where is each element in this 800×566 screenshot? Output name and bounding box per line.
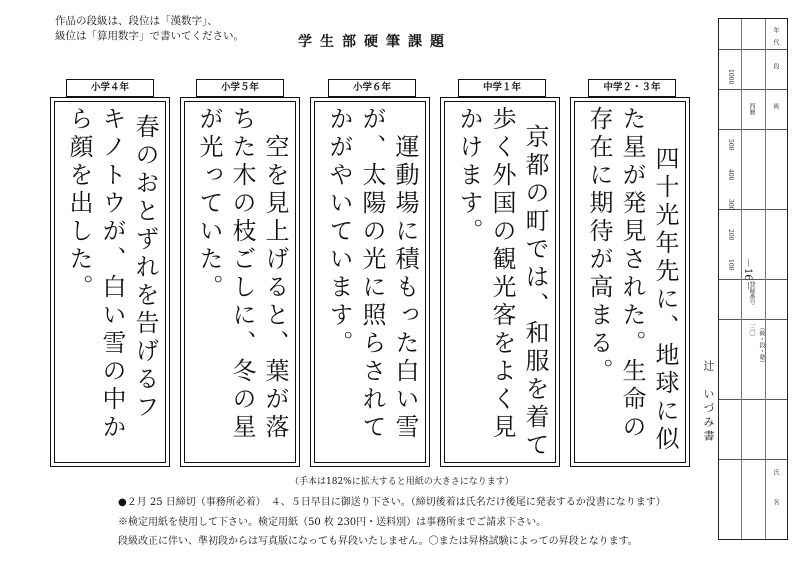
text-line: 四十光年先に、地球に似 — [651, 146, 679, 454]
form-label: 段 — [772, 63, 779, 69]
stamp-note — [562, 22, 704, 62]
page-number: －16－ — [742, 258, 753, 291]
text-line: 存在に期待が高まる。 — [585, 106, 613, 386]
entry-form-strip — [718, 18, 788, 540]
instruction-line-2: 級位は「算用数字」で書いてください。 — [55, 30, 244, 42]
form-label: 登録番号 — [748, 281, 755, 305]
instruction-note — [55, 14, 244, 44]
panel-sho6 — [310, 97, 430, 467]
form-label: （級・段・塾） — [758, 324, 765, 366]
panel-chu1 — [440, 97, 560, 467]
text-line: 春のおとずれを告げるフ — [131, 114, 159, 422]
text-line: 歩く外国の観光客をよく見 — [488, 106, 516, 442]
text-line: た星が発見された。生命の — [618, 106, 646, 442]
text-line: かけます。 — [455, 106, 483, 246]
text-line: が、太陽の光に照らされて — [358, 106, 386, 442]
text-line: キノトウが、白い雪の中か — [98, 106, 126, 442]
text-line: 空を見上げると、葉が落 — [261, 134, 289, 442]
panel-sho5 — [180, 97, 300, 467]
form-label: 氏 — [772, 469, 779, 475]
author-signature: 辻 いづみ書 — [702, 360, 715, 444]
form-label: 西暦 — [748, 103, 755, 115]
text-line: 京都の町では、和服を着て — [521, 124, 549, 460]
grade-label-chu23: 中学２・３年 — [588, 79, 676, 97]
form-label: 級 — [772, 103, 779, 109]
text-line: 運動場に積もった白い雪 — [391, 134, 419, 442]
text-line: ちた木の枝ごしに、冬の星 — [228, 106, 256, 442]
text-line: が光っていた。 — [195, 106, 223, 302]
form-label: 400 — [727, 169, 734, 181]
text-line: かがやいています。 — [325, 106, 353, 358]
form-label: 名 — [772, 499, 779, 505]
form-label: 代 — [772, 39, 779, 45]
panel-sho4 — [50, 97, 170, 467]
panel-chu23 — [570, 97, 690, 467]
grade-label-chu1: 中学１年 — [458, 79, 546, 97]
form-label: 三〇 — [748, 324, 755, 336]
instruction-line-1: 作品の段級は、段位は「漢数字」、 — [55, 15, 218, 27]
form-label: 100 — [727, 259, 734, 271]
enlarge-note: （手本は182%に拡大すると用紙の大きさになります） — [290, 477, 514, 487]
grade-revision-note: 段級改正に伴い、準初段からは写真版になっても昇段いたしません。〇または昇格試験によっての昇段となります。 — [118, 536, 638, 547]
grade-label-sho4: 小学４年 — [66, 79, 154, 97]
text-line: ら顔を出した。 — [65, 106, 93, 302]
form-label: 年 — [772, 27, 779, 33]
form-label: 500 — [727, 139, 734, 151]
grade-label-sho6: 小学６年 — [328, 79, 416, 97]
paper-note: ※検定用紙を使用して下さい。検定用紙（50 枚 230円・送料別）は事務所までご請求下さい。 — [118, 517, 547, 528]
form-label: 200 — [727, 229, 734, 241]
form-label: 1000 — [727, 69, 734, 85]
deadline-note: ●２月 25 日締切（事務所必着） ４、５日早目に御送り下さい。（締切後着は氏名だけ後尾に発表するか没書になります） — [118, 497, 666, 508]
grade-label-sho5: 小学５年 — [196, 79, 284, 97]
form-label: 300 — [727, 199, 734, 211]
page-title: 学生部硬筆課題 — [298, 34, 452, 50]
